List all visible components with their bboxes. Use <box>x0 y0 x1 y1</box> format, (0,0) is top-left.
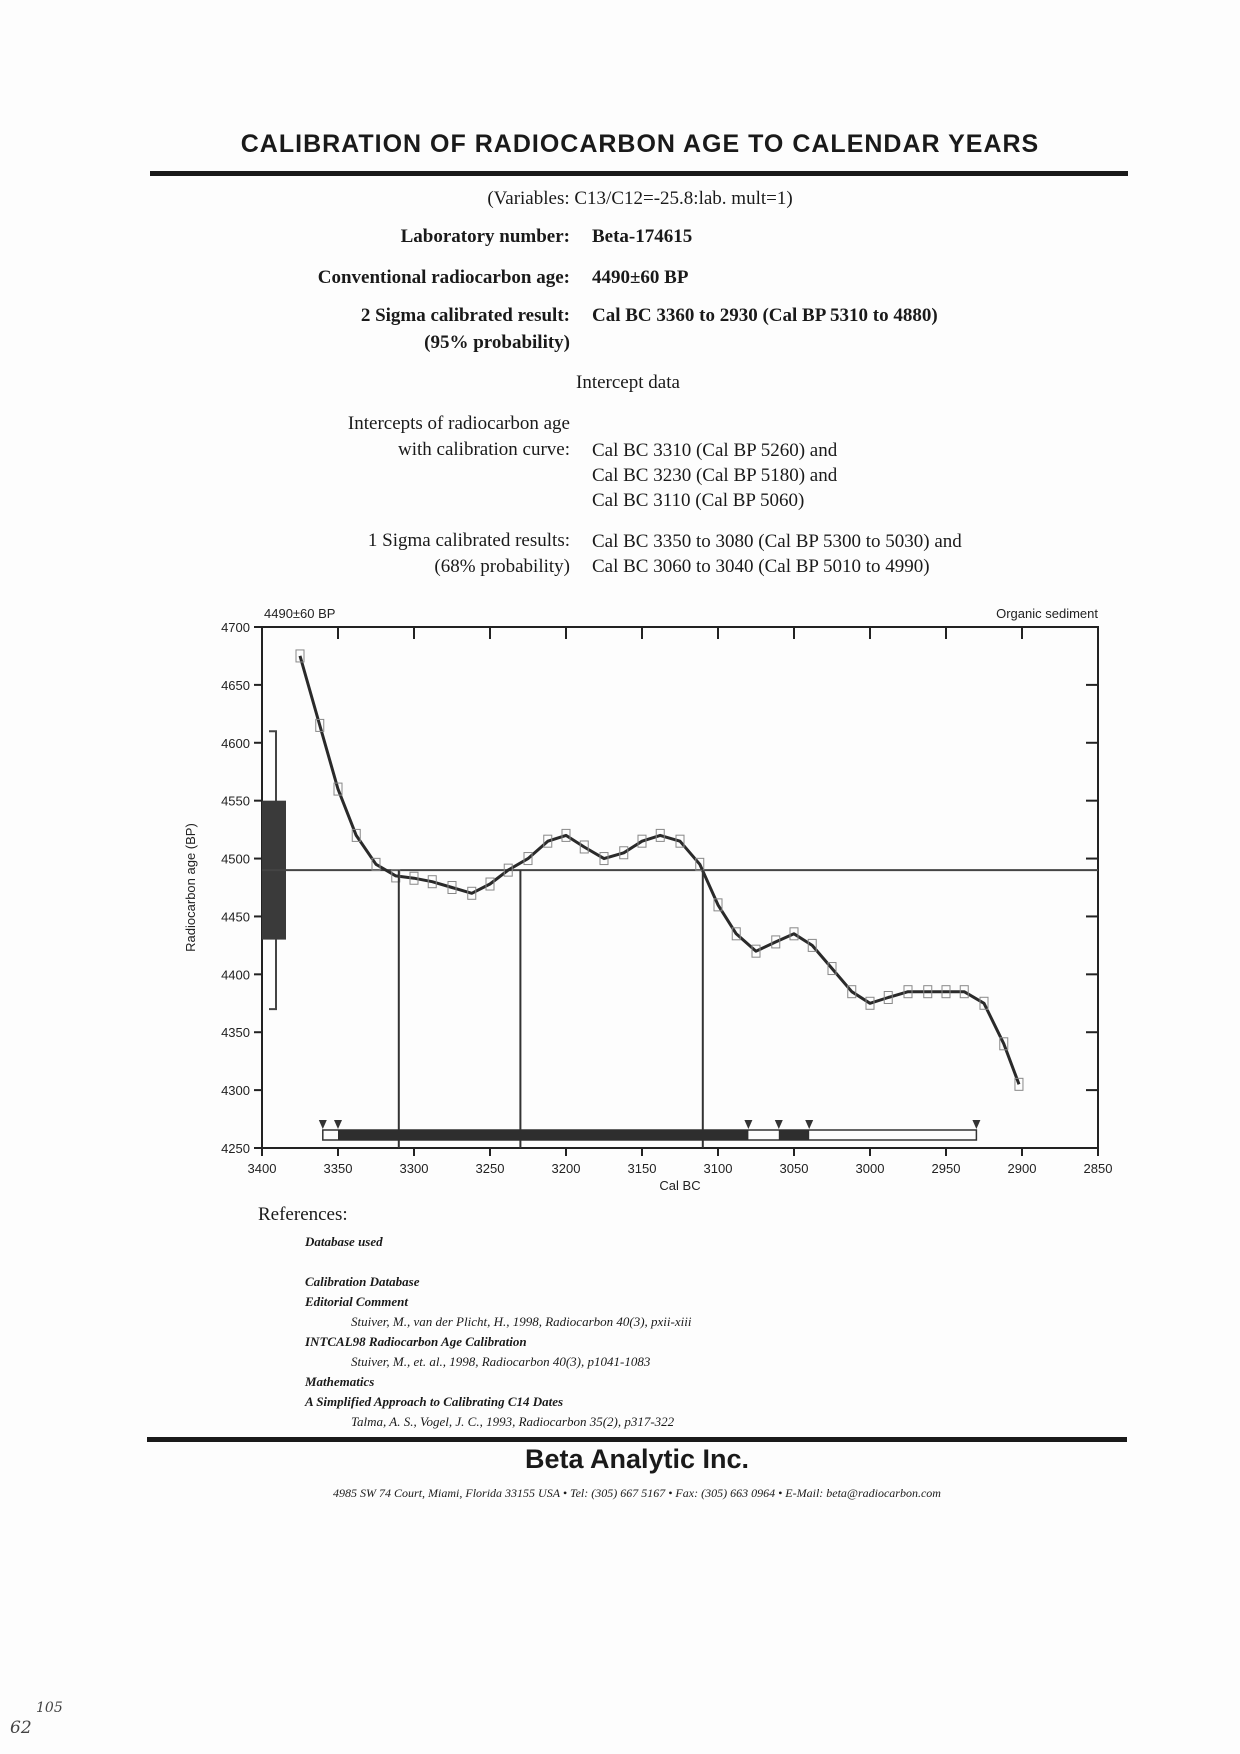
references <box>258 1204 348 1226</box>
sigma1-label: 1 Sigma calibrated results: <box>367 530 570 551</box>
x-tick-label: 3400 <box>247 1161 277 1176</box>
range-marker <box>775 1120 783 1129</box>
ref-intcal98: INTCAL98 Radiocarbon Age Calibration <box>305 1334 527 1349</box>
ref-stuiver-1: Stuiver, M., van der Plicht, H., 1998, Radiocarbon 40(3), pxii-xiii <box>351 1314 692 1329</box>
range-1sigma-bar <box>779 1130 809 1140</box>
y-tick-label: 4700 <box>221 620 250 635</box>
range-marker <box>744 1120 752 1129</box>
y-tick-label: 4650 <box>221 677 250 693</box>
x-tick-label: 3300 <box>399 1161 429 1176</box>
intercept-line: Cal BC 3110 (Cal BP 5060) <box>592 490 805 511</box>
plot-frame <box>262 627 1098 1148</box>
report-title: CALIBRATION OF RADIOCARBON AGE TO CALENDAR YEARS <box>240 130 1040 158</box>
margin-note-small: 105 <box>36 1700 63 1716</box>
intercepts-label-1: Intercepts of radiocarbon age <box>347 413 570 434</box>
company-name: Beta Analytic Inc. <box>524 1444 750 1474</box>
ref-stuiver-2: Stuiver, M., et. al., 1998, Radiocarbon 40(3), p1041-1083 <box>351 1354 651 1369</box>
lab-number: Beta-174615 <box>592 226 693 247</box>
x-tick-label: 3200 <box>551 1161 581 1176</box>
x-tick-label: 2950 <box>931 1161 961 1176</box>
intercept-heading: Intercept data <box>576 372 680 393</box>
x-tick-label: 3350 <box>323 1161 353 1176</box>
sigma1-prob: (68% probability) <box>434 556 570 577</box>
ref-database-used: Database used <box>305 1234 383 1249</box>
sigma2-label: 2 Sigma calibrated result: <box>360 305 570 326</box>
margin-note-page: 62 <box>10 1718 32 1738</box>
x-tick-label: 2900 <box>1007 1161 1037 1176</box>
sigma2-prob: (95% probability) <box>424 332 570 353</box>
y-tick-label: 4550 <box>221 793 250 809</box>
bottom-rule <box>147 1437 1127 1442</box>
intercepts-label-2: with calibration curve: <box>398 439 570 460</box>
references-heading: References: <box>258 1204 348 1225</box>
y-tick-label: 4250 <box>221 1141 250 1156</box>
y-tick-label: 4500 <box>221 851 250 867</box>
range-marker <box>334 1120 342 1129</box>
chart-title-right: Organic sediment <box>996 606 1098 621</box>
ref-mathematics: Mathematics <box>305 1374 375 1389</box>
intercept-line: Cal BC 3310 (Cal BP 5260) and <box>592 440 838 461</box>
lab-number-label: Laboratory number: <box>400 226 570 247</box>
company-address: 4985 SW 74 Court, Miami, Florida 33155 USA • Tel: (305) 667 5167 • Fax: (305) 663 0964 • E-Mail: beta@radiocarbon.com <box>333 1486 941 1500</box>
x-tick-label: 3000 <box>855 1161 885 1176</box>
x-tick-label: 3250 <box>475 1161 505 1176</box>
sigma1-line: Cal BC 3350 to 3080 (Cal BP 5300 to 5030) and <box>592 531 962 552</box>
ref-talma: Talma, A. S., Vogel, J. C., 1993, Radiocarbon 35(2), p317-322 <box>351 1414 675 1429</box>
ref-simplified-approach: A Simplified Approach to Calibrating C14 Dates <box>305 1394 564 1409</box>
range-marker <box>805 1120 813 1129</box>
range-marker <box>972 1120 980 1129</box>
intercept-line: Cal BC 3230 (Cal BP 5180) and <box>592 465 838 486</box>
conv-age: 4490±60 BP <box>592 267 689 288</box>
sigma2-value: Cal BC 3360 to 2930 (Cal BP 5310 to 4880) <box>592 305 938 326</box>
range-marker <box>319 1120 327 1129</box>
conv-age-label: Conventional radiocarbon age: <box>317 267 570 288</box>
x-tick-label: 3100 <box>703 1161 733 1176</box>
y-axis-label: Radiocarbon age (BP) <box>183 823 198 952</box>
x-tick-label: 2850 <box>1083 1161 1113 1176</box>
x-tick-label: 3150 <box>627 1161 657 1176</box>
y-tick-label: 4400 <box>221 967 250 983</box>
x-axis-label: Cal BC <box>659 1178 701 1193</box>
y-tick-label: 4300 <box>221 1083 250 1099</box>
sigma1-line: Cal BC 3060 to 3040 (Cal BP 5010 to 4990) <box>592 556 930 577</box>
ref-editorial-comment: Editorial Comment <box>305 1294 408 1309</box>
variables-line: (Variables: C13/C12=-25.8:lab. mult=1) <box>487 188 793 209</box>
y-tick-label: 4450 <box>221 909 250 925</box>
x-tick-label: 3050 <box>779 1161 809 1176</box>
range-1sigma-bar <box>338 1130 748 1140</box>
ref-calibration-database: Calibration Database <box>305 1274 420 1289</box>
y-tick-label: 4600 <box>221 735 250 751</box>
chart-title-left: 4490±60 BP <box>264 606 336 621</box>
references-list <box>305 1232 691 1432</box>
y-tick-label: 4350 <box>221 1025 250 1041</box>
